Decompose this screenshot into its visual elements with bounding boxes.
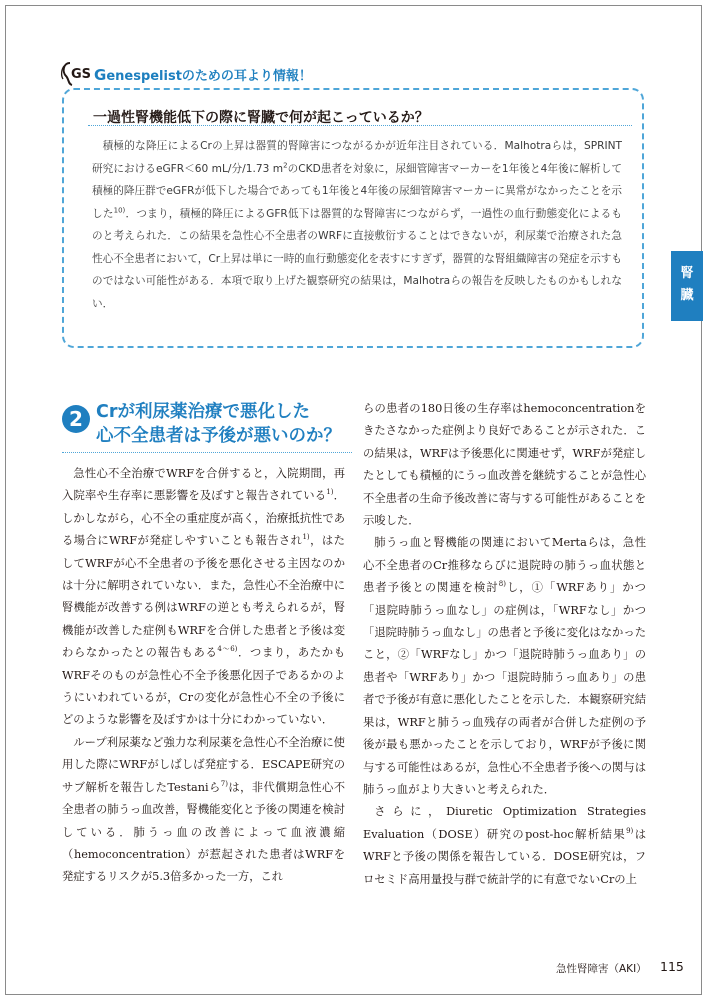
section-title-line-1: Crが利尿薬治療で悪化した	[96, 402, 310, 422]
chapter-side-tab	[671, 251, 703, 321]
side-tab-char-2: 臓	[680, 288, 694, 303]
info-body-text-3: ．つまり，積極的降圧によるGFR低下は器質的な腎障害につながらず，一過性の血行動態変化によるものと考えられた．この結果を急性心不全患者のWRFに直接敷衍することはできないが，利尿薬で治療された急性心不全患者において，Cr上昇は単に一時的血行動態変化を表すにすぎず，器質的な腎組織障害の発症を示すものではない可能性がある．本項で取り上げた観察研究の結果は，Malhotraらの報告を反映したものかもしれない．	[92, 207, 622, 310]
side-tab-char-1: 腎	[680, 266, 694, 281]
info-box-heading: 一過性腎機能低下の際に腎臓で何が起こっているか？	[93, 110, 429, 126]
citation: 1)	[302, 533, 310, 542]
citation: 1)	[326, 488, 334, 497]
right-paragraph-2: 肺うっ血と腎機能の関連においてMertaらは，急性心不全患者のCr推移ならびに退院時の肺うっ血状態と患者予後との関連を検討$^{8)}$し，①「WRFあり」かつ「退院時肺うっ血なし」の症例は，「WRFなし」かつ「退院時肺うっ血なし」の患者と予後に変化はなかったこと，②「WRFなし」かつ「退院時肺うっ血あり」の患者や「WRFあり」かつ「退院時肺うっ血あり」の患者で予後が有意に悪化したことを示した．本観察研究結果は，WRFと肺うっ血残存の両者が合併した症例の予後が最も悪かったことを示しており，WRFが予後に関与する可能性はあるが，急性心不全患者予後への関与は肺うっ血がより大きいと考えられた．	[363, 536, 646, 796]
genespelist-title	[94, 65, 312, 84]
info-box-divider	[88, 125, 632, 126]
info-body-sup-2: 10)	[113, 205, 126, 214]
citation: 8)	[498, 580, 506, 589]
citation: 9)	[626, 826, 634, 835]
citation: 7)	[220, 779, 228, 788]
page-number: 115	[660, 959, 684, 974]
citation: 4〜6)	[217, 645, 238, 654]
ear-logo-icon	[60, 60, 94, 88]
right-paragraph-1: らの患者の180日後の生存率はhemoconcentrationをきたさなかった症例より良好であることが示された．この結果は，WRFは予後悪化に関連せず，WRFが発症したとしても積極的にうっ血改善を継続することが急性心不全患者の生命予後改善に寄与する可能性があることを示唆した．	[363, 402, 646, 528]
info-body-text-2: のCKD患者を対象に，尿細管障害マーカーを1年後と4年後に解析して積極的降圧群でeGFRが低下した場合であっても1年後と4年後の尿細管障害マーカーに異常がなかったことを示した	[92, 162, 622, 220]
section-number-badge: 2	[62, 405, 90, 433]
right-paragraph-3: さらに，Diuretic Optimization Strategies Evaluation（DOSE）研究のpost-hoc解析結果$^{9)}$はWRFと予後の関係を報告している．DOSE研究は，フロセミド高用量投与群で統計学的に有意でないCrの上	[363, 805, 646, 886]
section-title	[96, 400, 356, 448]
info-body-text-1: 積極的な降圧によるCrの上昇は器質的腎障害につながるかが近年注目されている．Malhotraらは，SPRINT研究におけるeGFR＜60 mL/分/1.73 m	[92, 140, 622, 175]
footer-chapter-label: 急性腎障害（AKI）	[556, 963, 647, 975]
info-box-body	[92, 135, 622, 315]
left-paragraph-1: 急性心不全治療でWRFを合併すると，入院期間，再入院率や生存率に悪影響を及ぼすと報告されている$^{1)}$．しかしながら，心不全の重症度が高く，治療抵抗性である場合にWRFが発症しやすいことも報告され$^{1)}$，はたしてWRFが心不全患者の予後を悪化させる主因なのかは十分に解明されていない．また，急性心不全治療中に腎機能が改善する例はWRFの逆とも考えられるが，腎機能が改善した症例もWRFを合併した患者と予後は変わらなかったとの報告もある$^{4〜6)}$．つまり，あたかもWRFそのものが急性心不全予後悪化因子であるかのようにいわれているが，Crの変化が急性心不全の予後にどのような影響を及ぼすかは十分にわかっていない．	[62, 467, 345, 727]
section-divider	[62, 452, 352, 453]
right-column	[363, 398, 646, 891]
genespelist-title-rest: enespelistのための耳より情報！	[106, 69, 312, 84]
left-column	[62, 463, 345, 889]
genespelist-title-lead: G	[94, 66, 107, 84]
info-body-sup-1: 2	[283, 160, 288, 169]
section-title-line-2: 心不全患者は予後が悪いのか？	[96, 426, 341, 446]
left-paragraph-2: ループ利尿薬など強力な利尿薬を急性心不全治療に使用した際にWRFがしばしば発症する．ESCAPE研究のサブ解析を報告したTestaniら$^{7)}$は，非代償期急性心不全患者の肺うっ血改善，腎機能変化と予後の関連を検討している．肺うっ血の改善によって血液濃縮（hemoconcentration）が惹起された患者はWRFを発症するリスクが5.3倍多かった一方，これ	[62, 735, 345, 884]
logo-letters: GS	[71, 67, 92, 82]
